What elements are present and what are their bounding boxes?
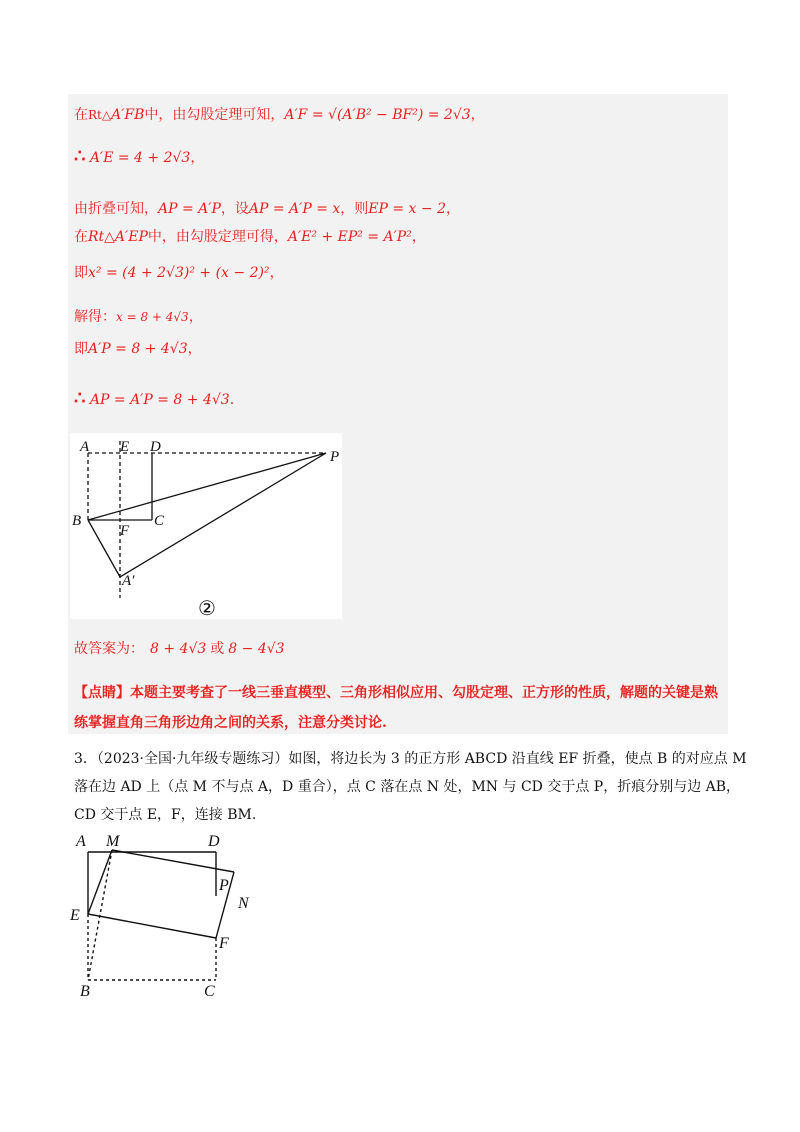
question-line-1: 3．（2023·全国·九年级专题练习）如图，将边长为 3 的正方形 ABCD 沿直线 EF 折叠，使点 B 的对应点 M (74, 751, 747, 767)
label-D: D (208, 833, 220, 850)
solution-line-3: 由折叠可知，AP = A′P，设AP = A′P = x，则EP = x − 2， (74, 201, 460, 217)
tip-label: 【点睛】 (74, 685, 130, 701)
label-P: P (330, 449, 340, 465)
segment-EF (88, 914, 216, 938)
solution-line-6: 解得：x = 8 + 4√3， (74, 309, 203, 325)
segment-BP (88, 453, 326, 520)
solution-line-5: 即x² = (4 + 2√3)² + (x − 2)²， (74, 265, 284, 281)
solution-line-7: 即A′P = 8 + 4√3， (74, 341, 202, 357)
segment-BA1 (88, 520, 120, 577)
segment-ME (88, 850, 112, 914)
question-line-2: 落在边 AD 上（点 M 不与点 A，D 重合），点 C 落在点 N 处，MN 与 CD 交于点 P，折痕分别与边 AB， (74, 779, 741, 795)
label-B: B (80, 983, 90, 1000)
tip-line-2: 练掌握直角三角形边角之间的关系，注意分类讨论. (74, 715, 387, 731)
solution-line-2: ∴ A′E = 4 + 2√3， (74, 146, 205, 167)
figure-2-diagram (70, 433, 342, 619)
label-A-prime: A′ (122, 573, 135, 589)
segment-A1P (120, 453, 326, 577)
figure-3-diagram (66, 828, 266, 1000)
label-C: C (204, 983, 215, 1000)
answer-line: 故答案为： 8 + 4√3 或 8 − 4√3 (74, 641, 285, 657)
solution-line-4: 在Rt△A′EP中，由勾股定理可得，A′E² + EP² = A′P²， (74, 229, 426, 245)
figure-2-caption: ② (198, 596, 216, 619)
label-D: D (150, 439, 161, 455)
figure-2 (70, 433, 342, 619)
label-A: A (80, 439, 90, 455)
label-C: C (154, 513, 165, 529)
label-M: M (106, 833, 120, 850)
label-E: E (70, 907, 80, 924)
label-A: A (76, 833, 86, 850)
label-N: N (238, 895, 249, 912)
label-E: E (120, 439, 130, 455)
label-P: P (219, 877, 229, 894)
label-B: B (72, 513, 82, 529)
solution-line-8: ∴ AP = A′P = 8 + 4√3. (74, 388, 235, 409)
solution-line-1: 在Rt△A′FB中，由勾股定理可知，A′F = √(A′B² − BF²) = 2√3， (74, 107, 485, 123)
tip-line-1: 【点睛】本题主要考查了一线三垂直模型、三角形相似应用、勾股定理、正方形的性质，解题的关键是熟 (74, 685, 718, 701)
question-line-3: CD 交于点 E，F，连接 BM. (74, 807, 257, 823)
label-F: F (219, 935, 229, 952)
label-F: F (120, 523, 130, 539)
